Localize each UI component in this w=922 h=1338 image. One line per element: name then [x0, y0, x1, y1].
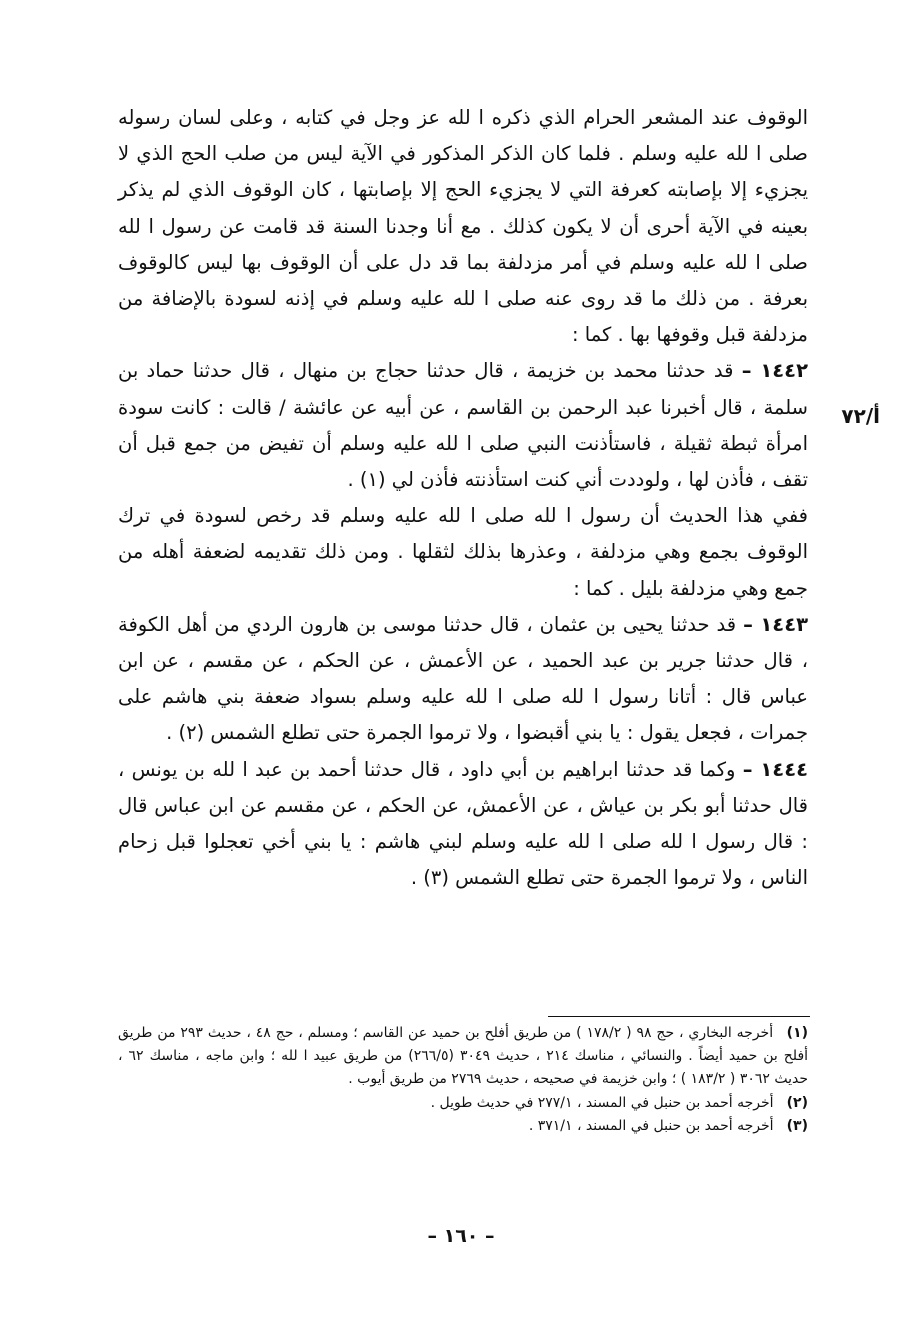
footnote-separator	[548, 1016, 810, 1017]
hadith-text: قد حدثنا محمد بن خزيمة ، قال حدثنا حجاج بن منهال ، قال حدثنا حماد بن سلمة ، قال أخبرنا عبد الرحمن بن القاسم ، عن أبيه عن عائشة / قالت : كانت سودة امرأة ثبطة ثقيلة ، فاستأذنت النبي صلى ا لله عليه وسلم أن تفيض من جمع قبل أن تقف ، فأذن لها ، ولوددت أني كنت استأذنته فأذن لي (١) .	[118, 359, 808, 492]
hadith-number: ١٤٤٢ –	[741, 359, 808, 383]
footnote-2	[118, 1092, 808, 1115]
paragraph-commentary: ففي هذا الحديث أن رسول ا لله صلى ا لله عليه وسلم قد رخص لسودة في ترك الوقوف بجمع وهي مزدلفة ، وعذرها بذلك لثقلها . ومن ذلك تقديمه لضعفة أهله من جمع وهي مزدلفة بليل . كما :	[118, 504, 808, 600]
main-text	[118, 100, 808, 896]
footnote-1	[118, 1022, 808, 1092]
footnote-text: أخرجه أحمد بن حنبل في المسند ، ٣٧١/١ .	[528, 1117, 774, 1134]
hadith-number: ١٤٤٣ –	[743, 612, 809, 636]
footnote-number: (٣)	[786, 1117, 808, 1134]
margin-folio-reference: أ/٧٢	[841, 404, 880, 428]
footnote-text: أخرجه أحمد بن حنبل في المسند ، ٢٧٧/١ في حديث طويل .	[430, 1094, 774, 1111]
hadith-text: قد حدثنا يحيى بن عثمان ، قال حدثنا موسى بن هارون الردي من أهل الكوفة ، قال حدثنا جرير بن عبد الحميد ، عن الأعمش ، عن الحكم ، عن مقسم ، عن ابن عباس قال : أتانا رسول ا لله صلى ا لله عليه وسلم بسواد ضعفة بني هاشم على جمرات ، فجعل يقول : يا بني أقبضوا ، ولا ترموا الجمرة حتى تطلع الشمس (٢) .	[118, 612, 808, 745]
footnotes	[118, 1022, 808, 1138]
hadith-1443	[118, 607, 808, 752]
page-number: – ١٦٠ –	[427, 1225, 495, 1247]
footnote-3	[118, 1115, 808, 1138]
paragraph-intro: الوقوف عند المشعر الحرام الذي ذكره ا لله عز وجل في كتابه ، وعلى لسان رسوله صلى ا لله عليه وسلم . فلما كان الذكر المذكور في الآية ليس من صلب الحج الذي لا يجزيء إلا بإصابته كعرفة التي لا يجزيء الحج إلا بإصابتها ، كان الوقوف الذي لم يذكر بعينه في الآية أحرى أن لا يكون كذلك . مع أنا وجدنا السنة قد قامت عن رسول ا لله صلى ا لله عليه وسلم في أمر مزدلفة بما قد دل على أن الوقوف بها ليس كالوقوف بعرفة . من ذلك ما قد روى عنه صلى ا لله عليه وسلم في إذنه لسودة بالإضافة من مزدلفة قبل وقوفها بها . كما :	[118, 106, 808, 347]
hadith-1444	[118, 752, 808, 897]
footnote-text: أخرجه البخاري ، حج ٩٨ ( ١٧٨/٢ ) من طريق أفلح بن حميد عن القاسم ؛ ومسلم ، حج ٤٨ ، حديث ٢٩٣ من طريق أفلح بن حميد أيضاً . والنسائي ، مناسك ٢١٤ ، حديث ٣٠٤٩ (٢٦٦/٥) من طريق عبيد ا لله ؛ وابن ماجه ، مناسك ٦٢ ، حديث ٣٠٦٢ ( ١٨٣/٢ ) ؛ وابن خزيمة في صحيحه ، حديث ٢٧٦٩ من طريق أيوب .	[118, 1025, 809, 1088]
hadith-1442	[118, 353, 808, 498]
hadith-number: ١٤٤٤ –	[742, 757, 808, 781]
footnote-number: (٢)	[786, 1094, 808, 1111]
hadith-text: وكما قد حدثنا ابراهيم بن أبي داود ، قال حدثنا أحمد بن عبد ا لله بن يونس ، قال حدثنا أبو بكر بن عياش ، عن الأعمش، عن الحكم ، عن مقسم عن ابن عباس قال : قال رسول ا لله صلى ا لله عليه وسلم لبني هاشم : يا بني أخي تعجلوا قبل زحام الناس ، ولا ترموا الجمرة حتى تطلع الشمس (٣) .	[118, 757, 808, 890]
footnote-number: (١)	[786, 1025, 808, 1041]
